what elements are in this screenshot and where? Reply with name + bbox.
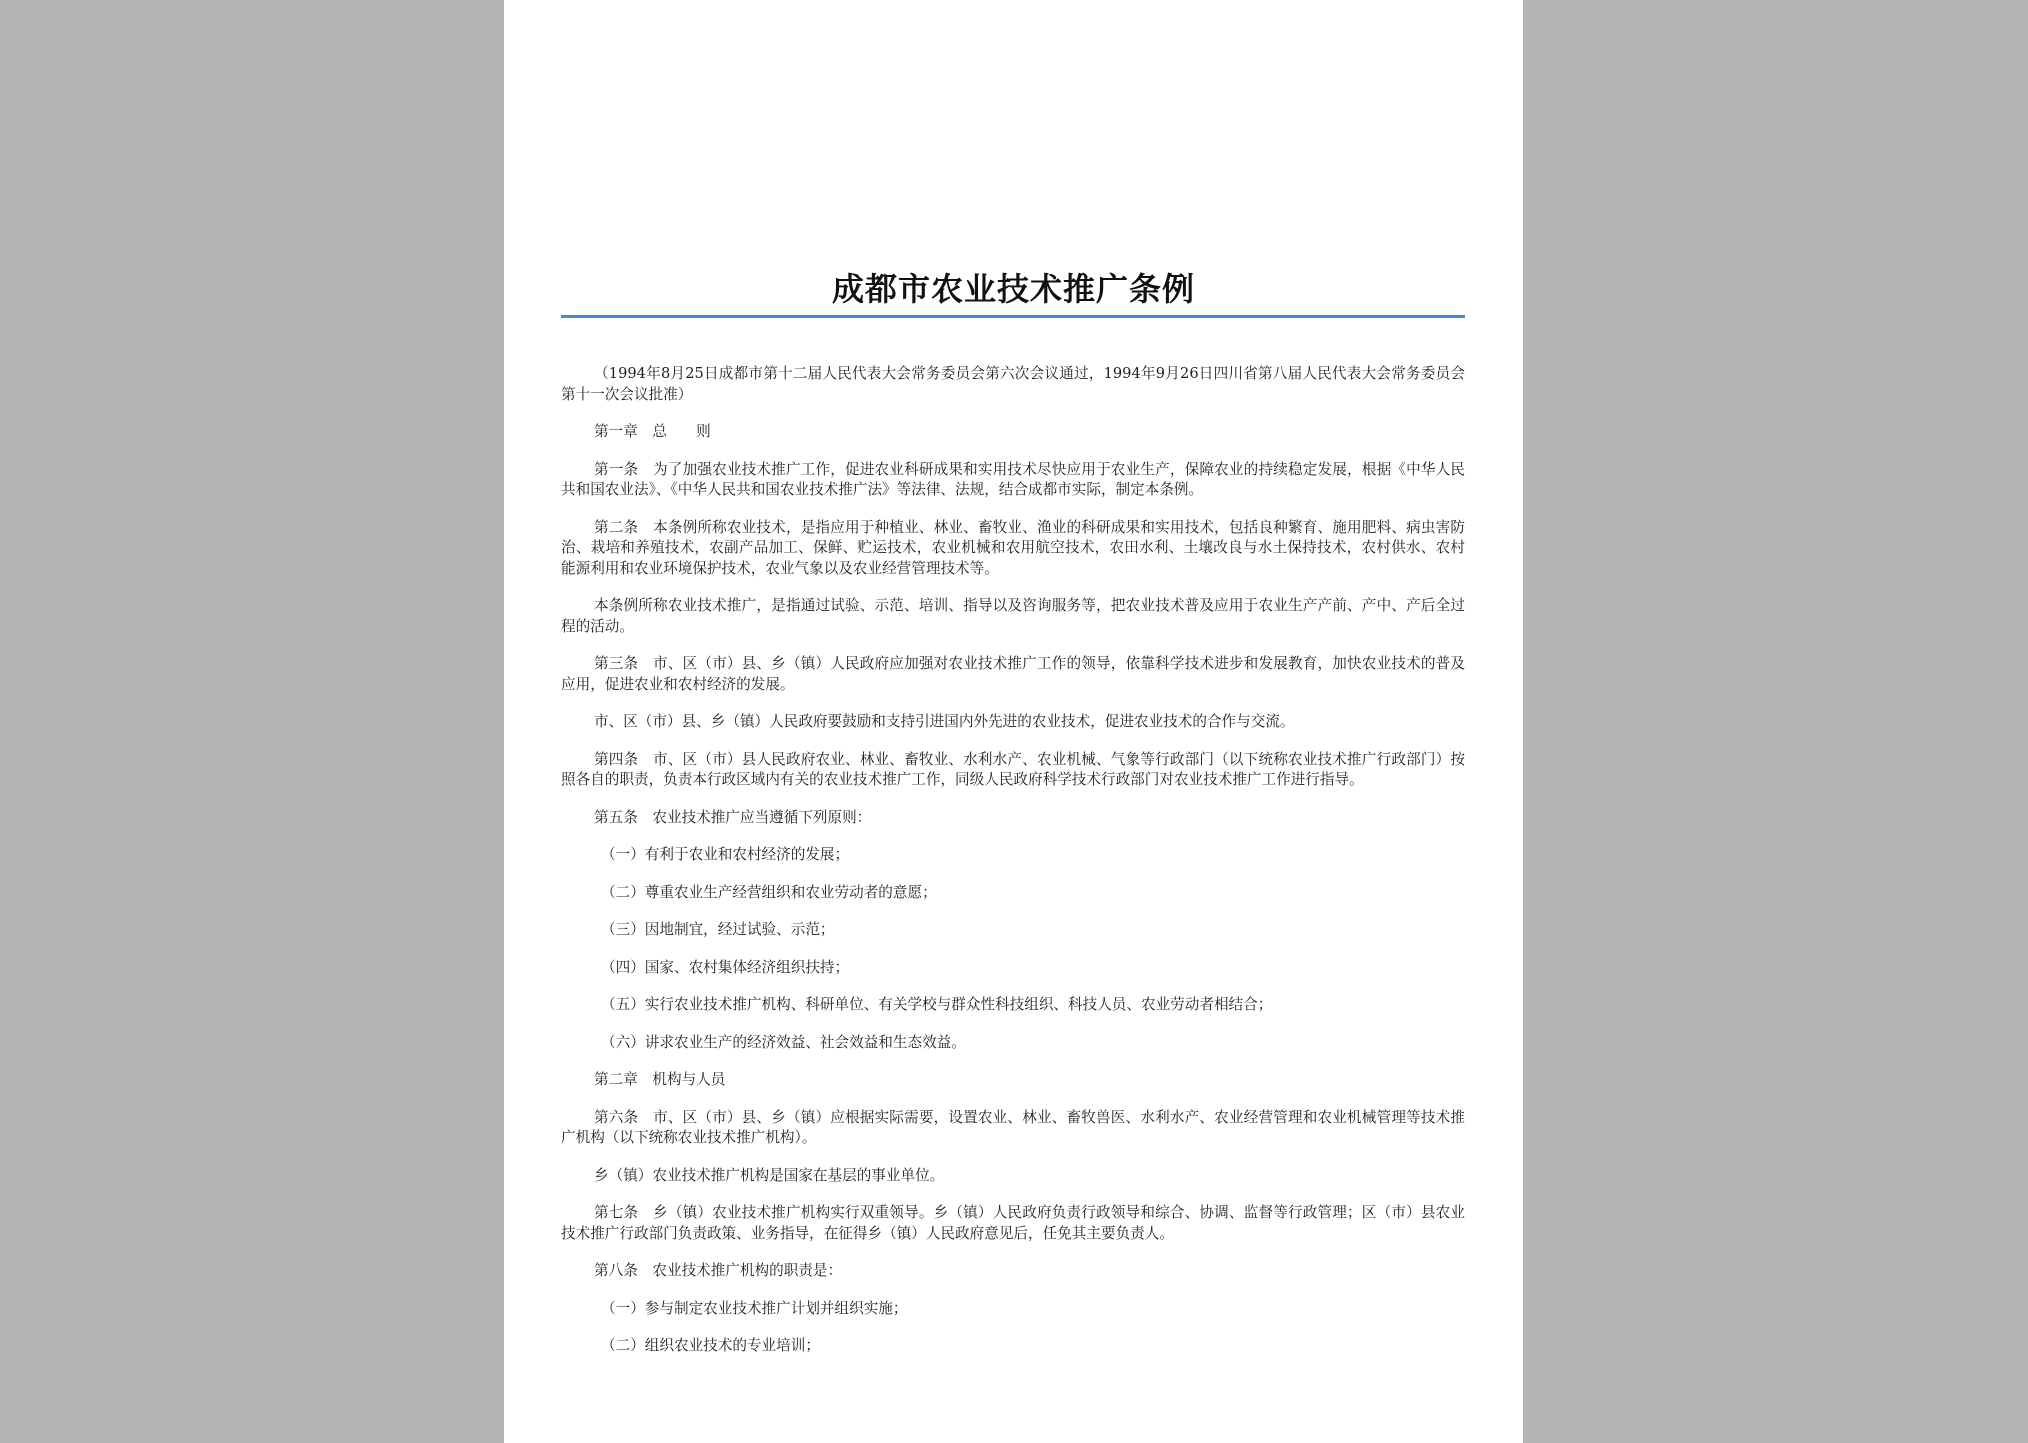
list-item: （三）因地制宜，经过试验、示范； (601, 921, 835, 938)
document-page (504, 0, 1523, 1443)
article-paragraph: 第五条 农业技术推广应当遵循下列原则： (594, 808, 872, 826)
article-paragraph: 本条例所称农业技术推广，是指通过试验、示范、培训、指导以及咨询服务等，把农业技术普及应用于农业生产产前、产中、产后全过程的活动。 (561, 597, 1465, 635)
article-paragraph: 第七条 乡（镇）农业技术推广机构实行双重领导。乡（镇）人民政府负责行政领导和综合、协调、监督等行政管理；区（市）县农业技术推广行政部门负责政策、业务指导，在征得乡（镇）人民政府意见后，任免其主要负责人。 (561, 1204, 1465, 1242)
adoption-note: （1994年8月25日成都市第十二届人民代表大会常务委员会第六次会议通过，1994年9月26日四川省第八届人民代表大会常务委员会第十一次会议批准） (561, 365, 1465, 403)
article-paragraph: 第四条 市、区（市）县人民政府农业、林业、畜牧业、水利水产、农业机械、气象等行政部门（以下统称农业技术推广行政部门）按照各自的职责，负责本行政区域内有关的农业技术推广工作，同级人民政府科学技术行政部门对农业技术推广工作进行指导。 (561, 750, 1465, 788)
title-underline (561, 315, 1465, 318)
chapter-heading: 第二章 机构与人员 (594, 1071, 726, 1088)
list-item: （四）国家、农村集体经济组织扶持； (601, 958, 850, 976)
article-paragraph: 第三条 市、区（市）县、乡（镇）人民政府应加强对农业技术推广工作的领导，依靠科学技术进步和发展教育，加快农业技术的普及应用，促进农业和农村经济的发展。 (561, 655, 1465, 693)
article-paragraph: 第六条 市、区（市）县、乡（镇）应根据实际需要，设置农业、林业、畜牧兽医、水利水产、农业经营管理和农业机械管理等技术推广机构（以下统称农业技术推广机构）。 (561, 1108, 1465, 1146)
list-item: （一）参与制定农业技术推广计划并组织实施； (601, 1299, 908, 1317)
article-paragraph: 第一条 为了加强农业技术推广工作，促进农业科研成果和实用技术尽快应用于农业生产，保障农业的持续稳定发展，根据《中华人民共和国农业法》、《中华人民共和国农业技术推广法》等法律、法规，结合成都市实际，制定本条例。 (561, 460, 1465, 498)
article-paragraph: 乡（镇）农业技术推广机构是国家在基层的事业单位。 (594, 1166, 945, 1184)
document-title: 成都市农业技术推广条例 (831, 270, 1195, 308)
article-paragraph: 第八条 农业技术推广机构的职责是： (594, 1262, 843, 1279)
chapter-heading: 第一章 总 则 (594, 423, 711, 440)
list-item: （二）组织农业技术的专业培训； (601, 1337, 820, 1354)
list-item: （六）讲求农业生产的经济效益、社会效益和生态效益。 (601, 1033, 966, 1051)
article-paragraph: 市、区（市）县、乡（镇）人民政府要鼓励和支持引进国内外先进的农业技术，促进农业技术的合作与交流。 (594, 713, 1295, 730)
list-item: （二）尊重农业生产经营组织和农业劳动者的意愿； (601, 883, 937, 901)
list-item: （五）实行农业技术推广机构、科研单位、有关学校与群众性科技组织、科技人员、农业劳动者相结合； (601, 996, 1273, 1013)
document-body (561, 364, 1465, 1374)
article-paragraph: 第二条 本条例所称农业技术，是指应用于种植业、林业、畜牧业、渔业的科研成果和实用技术，包括良种繁育、施用肥料、病虫害防治、栽培和养殖技术，农副产品加工、保鲜、贮运技术，农业机械和农用航空技术，农田水利、土壤改良与水土保持技术，农村供水、农村能源利用和农业环境保护技术，农业气象以及农业经营管理技术等。 (561, 518, 1465, 577)
list-item: （一）有利于农业和农村经济的发展； (601, 846, 850, 863)
